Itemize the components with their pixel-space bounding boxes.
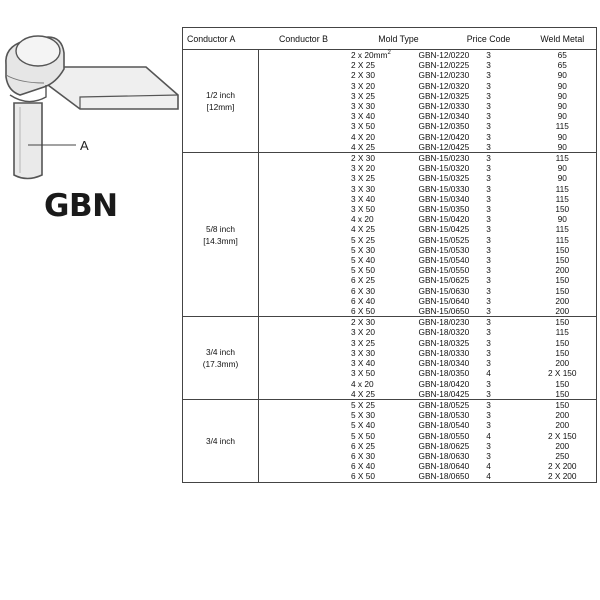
price-code-cell-text: 3 (486, 141, 491, 152)
table-header-row (183, 28, 597, 50)
price-code-cell-text: 3 (486, 440, 491, 451)
price-code-cell-text: 3 (486, 153, 491, 164)
price-code-cell-text: 3 (486, 214, 491, 225)
weld-metal-cell (529, 410, 597, 420)
conductor-b-cell-text: 3 X 30 (351, 347, 375, 358)
weld-metal-cell-text: 250 (555, 450, 570, 461)
conductor-b-cell-text: 3 X 30 (351, 101, 375, 112)
weld-metal-cell (529, 91, 597, 101)
weld-metal-cell-text: 150 (555, 204, 570, 215)
mold-type-cell-text: GBN-18/0550 (418, 430, 470, 441)
conductor-b-cell-text: 5 X 30 (351, 244, 375, 255)
price-code-cell-text: 4 (486, 461, 491, 472)
mold-type-cell-text: GBN-12/0220 (418, 50, 470, 60)
price-code-cell-text: 3 (486, 265, 491, 276)
conductor-b-cell (259, 141, 375, 153)
conductor-a-line: 5/8 inch (205, 223, 236, 234)
weld-metal-cell (529, 204, 597, 214)
weld-metal-cell (529, 50, 597, 61)
mold-type-cell-text: GBN-18/0650 (418, 471, 470, 482)
conductor-b-cell-text: 5 X 40 (351, 420, 375, 431)
conductor-b-cell-text: 6 X 40 (351, 295, 375, 306)
conductor-b-cell (259, 378, 374, 389)
conductor-b-cell (259, 450, 375, 461)
callout-label-a: A (80, 138, 89, 153)
conductor-b-cell (259, 255, 375, 266)
conductor-b-cell (259, 80, 375, 91)
mold-type-cell-text: GBN-12/0425 (418, 141, 470, 152)
conductor-b-cell-text: 6 X 30 (351, 450, 375, 461)
conductor-b-cell (259, 471, 375, 482)
table-row (183, 399, 597, 410)
conductor-b-cell (259, 347, 375, 358)
weld-metal-cell-text: 200 (555, 306, 570, 317)
price-code-cell-text: 3 (486, 70, 491, 81)
price-code-cell-text: 3 (486, 80, 491, 91)
conductor-a-line: 3/4 inch (205, 435, 236, 446)
header-conductor-b: Conductor B (259, 28, 349, 50)
weld-metal-cell-text: 150 (555, 337, 570, 348)
mold-type-cell-text: GBN-15/0320 (418, 163, 470, 174)
mold-type-cell-text: GBN-18/0320 (418, 327, 470, 338)
weld-metal-cell (529, 163, 597, 173)
conductor-b-cell (259, 275, 375, 286)
weld-metal-cell (529, 399, 597, 410)
conductor-b-cell (259, 430, 375, 441)
conductor-b-cell (259, 461, 375, 472)
price-code-cell-text: 4 (486, 368, 491, 379)
mold-type-cell-text: GBN-12/0420 (418, 131, 470, 142)
mold-type-cell-text: GBN-15/0420 (418, 214, 470, 225)
conductor-b-cell-text: 5 X 50 (351, 265, 375, 276)
mold-type-cell-text: GBN-18/0640 (418, 461, 470, 472)
price-code-cell-text: 3 (486, 399, 491, 410)
conductor-b-cell-text: 3 X 25 (351, 90, 375, 101)
weld-metal-cell (529, 431, 597, 441)
conductor-b-cell (259, 111, 375, 122)
conductor-b-cell (259, 90, 375, 101)
conductor-b-cell (259, 131, 375, 142)
conductor-a-cell (183, 317, 259, 400)
conductor-b-cell (259, 204, 375, 215)
mold-type-cell-text: GBN-15/0425 (418, 224, 470, 235)
weld-metal-cell-text: 115 (555, 153, 569, 164)
header-conductor-a: Conductor A (183, 28, 259, 50)
weld-metal-cell (529, 451, 597, 461)
conductor-b-cell-text: 3 X 30 (351, 183, 375, 194)
conductor-b-cell-text: 6 X 25 (351, 440, 375, 451)
mold-type-cell-text: GBN-15/0350 (418, 204, 470, 215)
weld-metal-cell (529, 70, 597, 80)
mold-type-cell-text: GBN-18/0330 (418, 347, 470, 358)
conductor-b-cell (259, 214, 374, 225)
conductor-b-cell-text: 3 X 50 (351, 121, 375, 132)
conductor-b-cell (259, 265, 375, 276)
weld-metal-cell (529, 420, 597, 430)
conductor-b-cell (259, 234, 375, 245)
mold-type-cell-text: GBN-15/0625 (418, 275, 470, 286)
mold-type-cell-text: GBN-15/0540 (418, 255, 470, 266)
weld-metal-cell (529, 296, 597, 306)
mold-type-cell-text: GBN-18/0340 (418, 358, 470, 369)
price-code-cell-text: 3 (486, 306, 491, 317)
conductor-b-cell-text: 5 X 40 (351, 255, 375, 266)
mold-type-cell-text: GBN-15/0640 (418, 295, 470, 306)
price-code-cell-text: 3 (486, 347, 491, 358)
conductor-b-cell (259, 50, 391, 61)
weld-metal-cell-text: 150 (555, 255, 570, 266)
weld-metal-cell (529, 306, 597, 317)
price-code-cell-text: 3 (486, 173, 491, 184)
conductor-b-cell-text: 5 X 25 (351, 234, 375, 245)
price-code-cell-text: 3 (486, 131, 491, 142)
mold-type-cell-text: GBN-18/0325 (418, 337, 470, 348)
conductor-b-cell (259, 399, 375, 410)
conductor-b-cell (259, 173, 375, 184)
mold-type-cell-text: GBN-12/0325 (418, 90, 470, 101)
mold-type-cell-text: GBN-18/0630 (418, 450, 470, 461)
weld-metal-cell (529, 132, 597, 142)
weld-metal-cell-text: 115 (555, 327, 569, 338)
conductor-b-cell (259, 153, 375, 164)
weld-metal-cell-text: 65 (557, 60, 567, 71)
weld-metal-cell-text: 115 (555, 224, 569, 235)
weld-metal-cell-text: 90 (557, 80, 567, 91)
conductor-b-cell (259, 327, 375, 338)
conductor-b-cell-text: 2 X 30 (351, 70, 375, 81)
table-body (183, 50, 597, 483)
weld-metal-cell-text: 90 (557, 163, 567, 174)
conductor-b-cell (259, 317, 375, 328)
conductor-b-cell (259, 440, 375, 451)
weld-metal-cell-text: 115 (555, 193, 569, 204)
conductor-b-cell-text: 3 X 50 (351, 368, 375, 379)
price-code-cell-text: 3 (486, 275, 491, 286)
mold-type-cell-text: GBN-15/0630 (418, 285, 470, 296)
conductor-b-cell-text: 2 X 30 (351, 153, 375, 164)
price-code-cell-text: 3 (486, 193, 491, 204)
weld-metal-cell (529, 461, 597, 471)
conductor-b-cell (259, 306, 375, 317)
weld-metal-cell (529, 255, 597, 265)
conductor-b-cell-text: 3 X 20 (351, 80, 375, 91)
price-code-cell-text: 3 (486, 60, 491, 71)
weld-metal-cell-text: 150 (555, 317, 570, 328)
weld-metal-cell (529, 245, 597, 255)
superscript: 2 (387, 50, 391, 56)
weld-metal-cell (529, 348, 597, 358)
mold-type-cell-text: GBN-12/0330 (418, 101, 470, 112)
spec-table (182, 27, 597, 483)
weld-metal-cell-text: 200 (555, 265, 570, 276)
price-code-cell-text: 3 (486, 255, 491, 266)
conductor-a-line: [12mm] (206, 102, 235, 113)
mold-type-cell-text: GBN-12/0340 (418, 111, 470, 122)
mold-type-cell-text: GBN-12/0230 (418, 70, 470, 81)
mold-type-cell-text: GBN-18/0525 (418, 399, 470, 410)
weld-metal-cell (529, 368, 597, 378)
weld-metal-cell (529, 101, 597, 111)
price-code-cell-text: 3 (486, 410, 491, 421)
weld-metal-cell (529, 327, 597, 337)
conductor-b-cell-text: 2 X 30 (351, 317, 375, 328)
mold-type-cell-text: GBN-15/0325 (418, 173, 470, 184)
conductor-b-cell-text: 6 X 50 (351, 306, 375, 317)
mold-type-cell-text: GBN-18/0350 (418, 368, 470, 379)
weld-metal-cell (529, 358, 597, 368)
conductor-b-cell-text: 5 X 25 (351, 399, 375, 410)
price-code-cell-text: 3 (486, 111, 491, 122)
weld-metal-cell (529, 111, 597, 121)
weld-metal-cell-text: 200 (555, 420, 570, 431)
weld-metal-cell-text: 2 X 200 (547, 461, 577, 472)
price-code-cell-text: 3 (486, 244, 491, 255)
conductor-b-cell-text: 3 X 20 (351, 327, 375, 338)
weld-metal-cell-text: 90 (557, 111, 567, 122)
conductor-b-cell-text: 4 X 25 (351, 224, 375, 235)
weld-metal-cell (529, 338, 597, 348)
conductor-a-cell (183, 50, 259, 153)
conductor-b-cell-text: 6 X 30 (351, 285, 375, 296)
weld-metal-cell-text: 2 X 150 (547, 368, 577, 379)
price-code-cell-text: 3 (486, 101, 491, 112)
weld-metal-cell (529, 471, 597, 482)
conductor-b-cell (259, 368, 375, 379)
conductor-a-cell (183, 399, 259, 482)
header-price-code: Price Code (449, 28, 529, 50)
conductor-b-cell-text: 3 X 25 (351, 173, 375, 184)
weld-metal-cell-text: 150 (555, 388, 570, 399)
price-code-cell-text: 3 (486, 388, 491, 399)
conductor-b-cell-text: 5 X 30 (351, 410, 375, 421)
mold-type-cell-text: GBN-15/0550 (418, 265, 470, 276)
price-code-cell-text: 3 (486, 90, 491, 101)
conductor-b-cell (259, 70, 375, 81)
conductor-b-cell-text: 4 X 20 (351, 131, 375, 142)
conductor-a-line: (17.3mm) (202, 359, 239, 370)
conductor-b-cell-text: 4 x 20 (351, 378, 374, 389)
weld-metal-cell (529, 60, 597, 70)
weld-metal-cell-text: 90 (557, 90, 567, 101)
conductor-a-cell (183, 153, 259, 317)
conductor-b-cell-text: 2 X 25 (351, 60, 375, 71)
weld-metal-cell-text: 90 (557, 131, 567, 142)
price-code-cell-text: 3 (486, 337, 491, 348)
weld-metal-cell-text: 150 (555, 399, 570, 410)
conductor-b-cell (259, 60, 375, 71)
mold-type-cell-text: GBN-15/0340 (418, 193, 470, 204)
conductor-b-cell (259, 410, 375, 421)
weld-metal-cell (529, 214, 597, 224)
conductor-b-cell-text: 3 X 25 (351, 337, 375, 348)
weld-metal-cell-text: 90 (557, 141, 567, 152)
table-row (183, 317, 597, 328)
conductor-b-cell (259, 388, 375, 400)
mold-type-cell-text: GBN-12/0320 (418, 80, 470, 91)
weld-metal-cell-text: 200 (555, 358, 570, 369)
price-code-cell-text: 3 (486, 163, 491, 174)
mold-type-cell-text: GBN-18/0625 (418, 440, 470, 451)
conductor-b-cell (259, 224, 375, 235)
conductor-b-cell-text: 2 x 20mm (351, 50, 388, 60)
price-code-cell-text: 3 (486, 378, 491, 389)
weld-metal-cell-text: 115 (555, 234, 569, 245)
connector-illustration (0, 25, 180, 185)
weld-metal-cell (529, 153, 597, 164)
weld-metal-cell-text: 115 (555, 183, 569, 194)
weld-metal-cell (529, 379, 597, 389)
conductor-b-cell (259, 121, 375, 132)
conductor-a-line: [14.3mm] (203, 235, 238, 246)
mold-type-cell-text: GBN-18/0230 (418, 317, 470, 328)
conductor-b-cell (259, 193, 375, 204)
mold-type-cell-text: GBN-18/0530 (418, 410, 470, 421)
conductor-b-cell (259, 420, 375, 431)
weld-metal-cell-text: 150 (555, 275, 570, 286)
weld-metal-cell (529, 286, 597, 296)
mold-type-cell-text: GBN-15/0650 (418, 306, 470, 317)
conductor-b-cell-text: 4 x 20 (351, 214, 374, 225)
conductor-b-cell-text: 6 X 25 (351, 275, 375, 286)
weld-metal-cell-text: 200 (555, 295, 570, 306)
conductor-b-cell-text: 3 X 40 (351, 193, 375, 204)
mold-type-cell-text: GBN-18/0425 (418, 388, 470, 399)
header-weld-metal: Weld Metal (529, 28, 597, 50)
weld-metal-cell-text: 200 (555, 410, 570, 421)
mold-type-cell-text: GBN-15/0330 (418, 183, 470, 194)
mold-type-cell-text: GBN-12/0225 (418, 60, 470, 71)
price-code-cell-text: 3 (486, 121, 491, 132)
conductor-a-line: 1/2 inch (205, 90, 236, 101)
mold-type-cell-text: GBN-15/0230 (418, 153, 470, 164)
price-code-cell-text: 3 (486, 234, 491, 245)
conductor-b-cell-text: 5 X 50 (351, 430, 375, 441)
conductor-b-cell-text: 6 X 50 (351, 471, 375, 482)
weld-metal-cell-text: 115 (555, 121, 569, 132)
mold-type-cell-text: GBN-12/0350 (418, 121, 470, 132)
conductor-b-cell (259, 244, 375, 255)
conductor-b-cell (259, 358, 375, 369)
price-code-cell-text: 4 (486, 430, 491, 441)
weld-metal-cell (529, 389, 597, 400)
weld-metal-cell-text: 90 (557, 101, 567, 112)
price-code-cell-text: 3 (486, 358, 491, 369)
price-code-cell-text: 3 (486, 285, 491, 296)
mold-type-cell-text: GBN-18/0420 (418, 378, 470, 389)
price-code-cell-text: 3 (486, 183, 491, 194)
price-code-cell-text: 3 (486, 295, 491, 306)
conductor-b-cell-text: 6 X 40 (351, 461, 375, 472)
conductor-a-line: 3/4 inch (205, 347, 236, 358)
price-code-cell-text: 3 (486, 224, 491, 235)
weld-metal-cell-text: 2 X 150 (547, 430, 577, 441)
header-mold-type: Mold Type (349, 28, 449, 50)
weld-metal-cell-text: 200 (555, 440, 570, 451)
weld-metal-cell-text: 2 X 200 (547, 471, 577, 482)
conductor-b-cell (259, 163, 375, 174)
product-name: GBN (44, 188, 118, 224)
weld-metal-cell (529, 275, 597, 285)
price-code-cell-text: 3 (486, 317, 491, 328)
price-code-cell-text: 3 (486, 450, 491, 461)
table-row (183, 153, 597, 164)
weld-metal-cell (529, 173, 597, 183)
conductor-b-cell-text: 4 X 25 (351, 141, 375, 152)
price-code-cell-text: 4 (486, 471, 491, 482)
mold-type-cell-text: GBN-15/0530 (418, 244, 470, 255)
conductor-b-cell-text: 3 X 40 (351, 111, 375, 122)
conductor-b-cell (259, 337, 375, 348)
weld-metal-cell-text: 90 (557, 70, 567, 81)
weld-metal-cell (529, 184, 597, 194)
price-code-cell-text: 3 (486, 327, 491, 338)
price-code-cell-text: 3 (486, 420, 491, 431)
conductor-b-cell-text: 3 X 40 (351, 358, 375, 369)
weld-metal-cell (529, 81, 597, 91)
conductor-b-cell-text: 4 X 25 (351, 388, 375, 399)
mold-type-cell-text: GBN-15/0525 (418, 234, 470, 245)
conductor-b-cell (259, 285, 375, 296)
table-row (183, 50, 597, 61)
price-code-cell-text: 3 (486, 204, 491, 215)
weld-metal-cell-text: 150 (555, 378, 570, 389)
weld-metal-cell-text: 150 (555, 285, 570, 296)
mold-type-cell-text: GBN-18/0540 (418, 420, 470, 431)
weld-metal-cell (529, 121, 597, 131)
conductor-b-cell (259, 101, 375, 112)
conductor-b-cell (259, 295, 375, 306)
weld-metal-cell-text: 90 (557, 214, 567, 225)
weld-metal-cell (529, 142, 597, 153)
weld-metal-cell-text: 90 (557, 173, 567, 184)
weld-metal-cell (529, 317, 597, 328)
weld-metal-cell (529, 441, 597, 451)
weld-metal-cell (529, 265, 597, 275)
conductor-b-cell-text: 3 X 20 (351, 163, 375, 174)
weld-metal-cell-text: 150 (555, 347, 570, 358)
weld-metal-cell-text: 65 (557, 50, 567, 60)
conductor-b-cell (259, 183, 375, 194)
conductor-b-cell-text: 3 X 50 (351, 204, 375, 215)
price-code-cell-text: 3 (486, 50, 491, 60)
weld-metal-cell (529, 235, 597, 245)
weld-metal-cell (529, 224, 597, 234)
weld-metal-cell-text: 150 (555, 244, 570, 255)
weld-metal-cell (529, 194, 597, 204)
